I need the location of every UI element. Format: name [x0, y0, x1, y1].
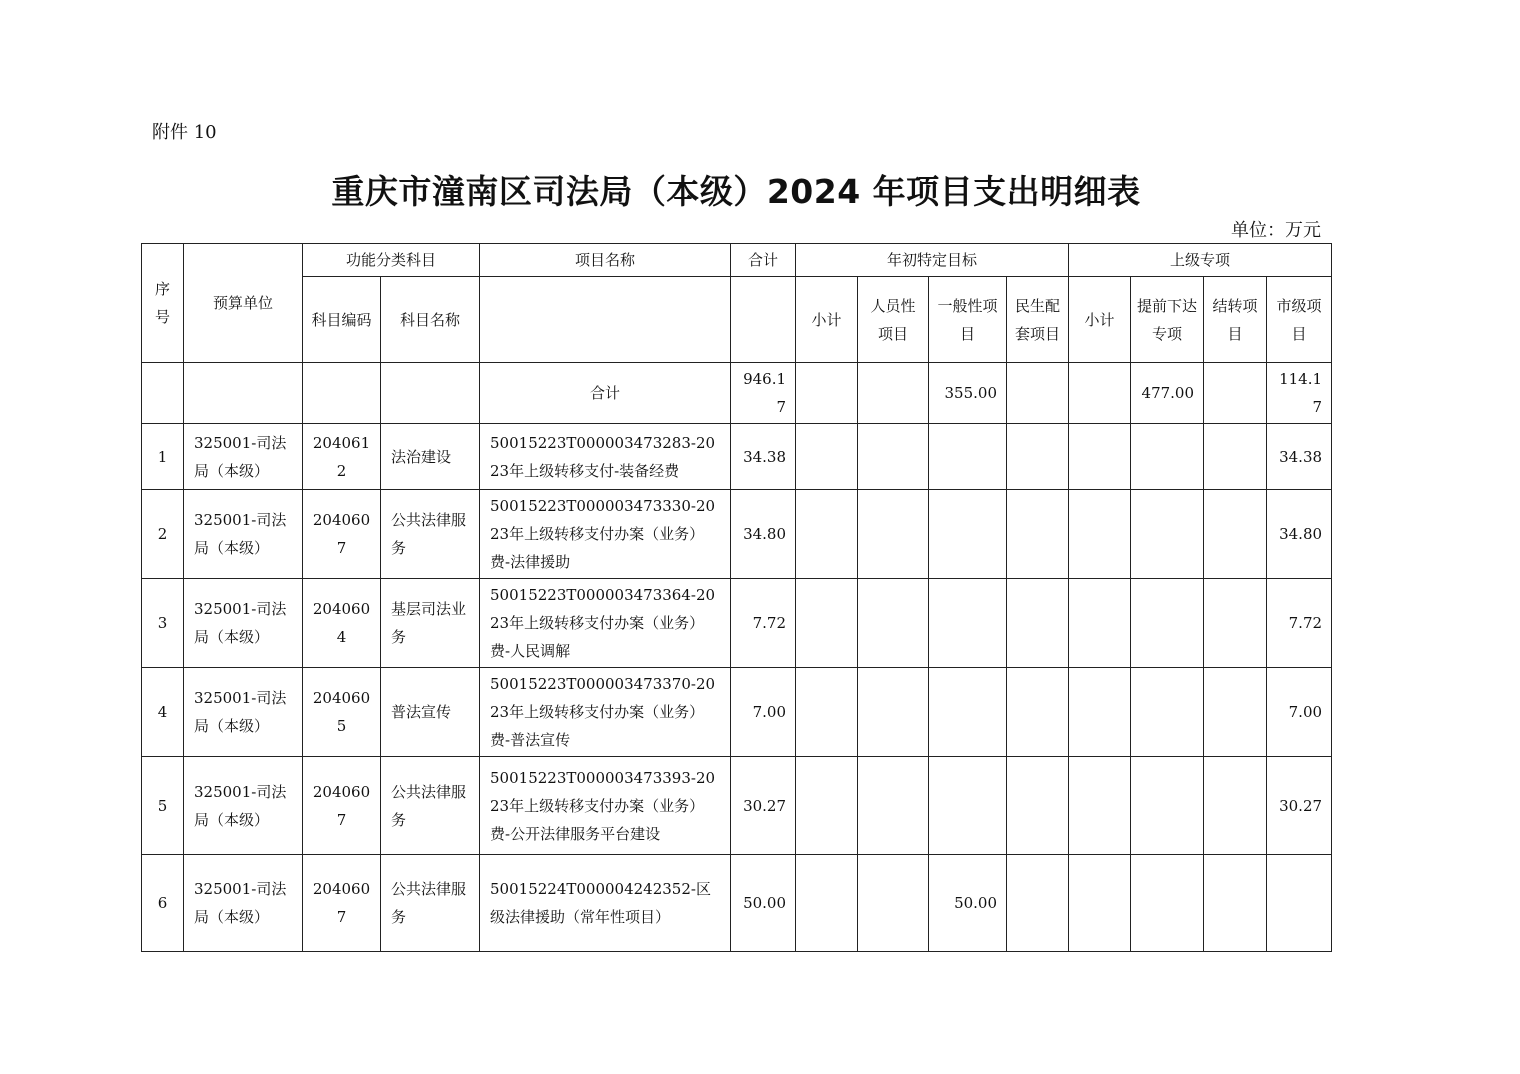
- row-livelihood: [1007, 757, 1069, 855]
- row-advance: [1131, 668, 1204, 757]
- total-livelihood: [1007, 363, 1069, 424]
- row-seq: 6: [142, 855, 184, 952]
- row-a-subtotal: [796, 424, 858, 490]
- row-total: 30.27: [731, 757, 796, 855]
- total-b-subtotal: [1069, 363, 1131, 424]
- row-project-name: 50015223T000003473364-2023年上级转移支付办案（业务）费-人民调解: [480, 579, 731, 668]
- header-func-class: 功能分类科目: [303, 244, 480, 277]
- row-livelihood: [1007, 855, 1069, 952]
- header-advance: 提前下达专项: [1131, 277, 1204, 363]
- row-total: 7.00: [731, 668, 796, 757]
- header-total: 合计: [731, 244, 796, 277]
- project-expense-table: [141, 243, 1332, 952]
- row-a-subtotal: [796, 579, 858, 668]
- row-budget-unit: 325001-司法局（本级）: [184, 855, 303, 952]
- row-personnel: [858, 757, 929, 855]
- header-seq: 序号: [142, 244, 184, 363]
- total-label: 合计: [480, 363, 731, 424]
- row-city: 34.38: [1267, 424, 1332, 490]
- row-personnel: [858, 668, 929, 757]
- row-subject-code: 2040612: [303, 424, 381, 490]
- total-subject: [381, 363, 480, 424]
- row-subject-name: 普法宣传: [381, 668, 480, 757]
- row-subject-name: 基层司法业务: [381, 579, 480, 668]
- row-b-subtotal: [1069, 490, 1131, 579]
- row-b-subtotal: [1069, 855, 1131, 952]
- header-budget-unit: 预算单位: [184, 244, 303, 363]
- row-budget-unit: 325001-司法局（本级）: [184, 424, 303, 490]
- row-carryover: [1204, 424, 1267, 490]
- row-general: [929, 579, 1007, 668]
- header-personnel: 人员性项目: [858, 277, 929, 363]
- table-row: [142, 579, 1332, 668]
- row-subject-name: 法治建设: [381, 424, 480, 490]
- row-seq: 5: [142, 757, 184, 855]
- total-unit: [184, 363, 303, 424]
- row-advance: [1131, 855, 1204, 952]
- row-livelihood: [1007, 668, 1069, 757]
- header-subtotal-b: 小计: [1069, 277, 1131, 363]
- row-city: 7.00: [1267, 668, 1332, 757]
- row-city: 34.80: [1267, 490, 1332, 579]
- row-project-name: 50015223T000003473330-2023年上级转移支付办案（业务）费-法律援助: [480, 490, 731, 579]
- row-seq: 3: [142, 579, 184, 668]
- row-budget-unit: 325001-司法局（本级）: [184, 579, 303, 668]
- row-a-subtotal: [796, 757, 858, 855]
- row-personnel: [858, 855, 929, 952]
- row-subject-code: 2040607: [303, 855, 381, 952]
- row-personnel: [858, 490, 929, 579]
- row-personnel: [858, 579, 929, 668]
- row-carryover: [1204, 490, 1267, 579]
- header-total-blank: [731, 277, 796, 363]
- header-subject-name: 科目名称: [381, 277, 480, 363]
- table-row: [142, 668, 1332, 757]
- row-a-subtotal: [796, 490, 858, 579]
- row-subject-code: 2040607: [303, 757, 381, 855]
- row-b-subtotal: [1069, 579, 1131, 668]
- total-seq: [142, 363, 184, 424]
- row-seq: 1: [142, 424, 184, 490]
- row-subject-code: 2040604: [303, 579, 381, 668]
- row-general: [929, 424, 1007, 490]
- row-total: 34.80: [731, 490, 796, 579]
- row-total: 50.00: [731, 855, 796, 952]
- row-general: [929, 490, 1007, 579]
- row-general: [929, 668, 1007, 757]
- row-carryover: [1204, 757, 1267, 855]
- row-budget-unit: 325001-司法局（本级）: [184, 490, 303, 579]
- row-general: 50.00: [929, 855, 1007, 952]
- total-city: 114.17: [1267, 363, 1332, 424]
- row-advance: [1131, 579, 1204, 668]
- header-annual-target: 年初特定目标: [796, 244, 1069, 277]
- table-row: [142, 855, 1332, 952]
- table-row: [142, 424, 1332, 490]
- row-city: [1267, 855, 1332, 952]
- header-project-name-blank: [480, 277, 731, 363]
- total-personnel: [858, 363, 929, 424]
- row-city: 7.72: [1267, 579, 1332, 668]
- total-a-subtotal: [796, 363, 858, 424]
- row-b-subtotal: [1069, 424, 1131, 490]
- total-general: 355.00: [929, 363, 1007, 424]
- row-subject-code: 2040607: [303, 490, 381, 579]
- table-row: [142, 490, 1332, 579]
- row-carryover: [1204, 855, 1267, 952]
- table-row: [142, 757, 1332, 855]
- row-livelihood: [1007, 424, 1069, 490]
- total-carryover: [1204, 363, 1267, 424]
- row-seq: 2: [142, 490, 184, 579]
- row-budget-unit: 325001-司法局（本级）: [184, 668, 303, 757]
- unit-label: 单位：万元: [1231, 220, 1321, 241]
- row-carryover: [1204, 668, 1267, 757]
- row-project-name: 50015224T000004242352-区级法律援助（常年性项目）: [480, 855, 731, 952]
- header-carryover: 结转项目: [1204, 277, 1267, 363]
- header-general: 一般性项目: [929, 277, 1007, 363]
- total-total: 946.17: [731, 363, 796, 424]
- row-budget-unit: 325001-司法局（本级）: [184, 757, 303, 855]
- header-subtotal-a: 小计: [796, 277, 858, 363]
- total-advance: 477.00: [1131, 363, 1204, 424]
- row-city: 30.27: [1267, 757, 1332, 855]
- row-a-subtotal: [796, 855, 858, 952]
- row-personnel: [858, 424, 929, 490]
- header-livelihood: 民生配套项目: [1007, 277, 1069, 363]
- row-advance: [1131, 490, 1204, 579]
- row-a-subtotal: [796, 668, 858, 757]
- row-project-name: 50015223T000003473283-2023年上级转移支付-装备经费: [480, 424, 731, 490]
- row-advance: [1131, 424, 1204, 490]
- row-b-subtotal: [1069, 757, 1131, 855]
- page-title: 重庆市潼南区司法局（本级）2024 年项目支出明细表: [331, 172, 1141, 211]
- row-subject-name: 公共法律服务: [381, 757, 480, 855]
- row-livelihood: [1007, 579, 1069, 668]
- row-total: 7.72: [731, 579, 796, 668]
- attachment-label: 附件 10: [152, 122, 217, 143]
- row-project-name: 50015223T000003473393-2023年上级转移支付办案（业务）费-公开法律服务平台建设: [480, 757, 731, 855]
- row-subject-code: 2040605: [303, 668, 381, 757]
- header-project-name: 项目名称: [480, 244, 731, 277]
- row-subject-name: 公共法律服务: [381, 490, 480, 579]
- row-general: [929, 757, 1007, 855]
- total-row: [142, 363, 1332, 424]
- row-total: 34.38: [731, 424, 796, 490]
- row-b-subtotal: [1069, 668, 1131, 757]
- row-seq: 4: [142, 668, 184, 757]
- header-city: 市级项目: [1267, 277, 1332, 363]
- row-livelihood: [1007, 490, 1069, 579]
- header-superior-special: 上级专项: [1069, 244, 1332, 277]
- header-subject-code: 科目编码: [303, 277, 381, 363]
- row-project-name: 50015223T000003473370-2023年上级转移支付办案（业务）费-普法宣传: [480, 668, 731, 757]
- total-code: [303, 363, 381, 424]
- row-carryover: [1204, 579, 1267, 668]
- row-advance: [1131, 757, 1204, 855]
- row-subject-name: 公共法律服务: [381, 855, 480, 952]
